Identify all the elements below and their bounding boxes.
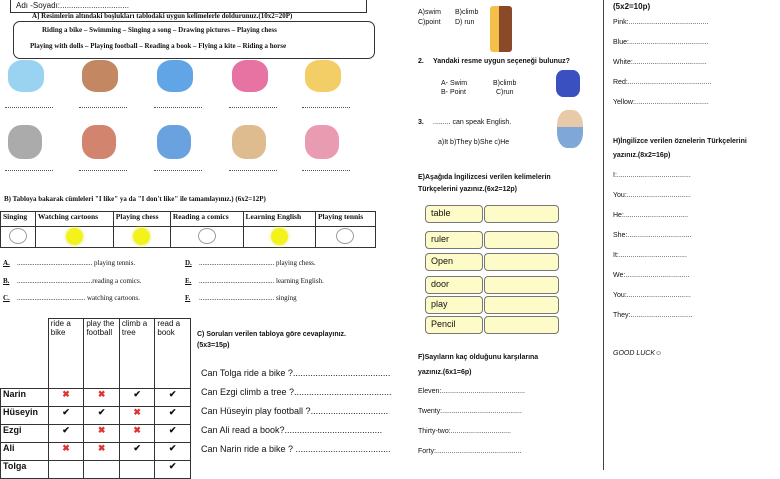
ability-column-header: climb a tree [119, 319, 155, 389]
check-icon: ✔ [119, 389, 155, 407]
worksheet-picture [305, 125, 339, 159]
section-g-points: (5x2=10p) [613, 2, 651, 11]
cross-icon: ✖ [84, 389, 120, 407]
check-icon: ✔ [155, 389, 191, 407]
row-name: Narin [1, 389, 49, 407]
section-h-title-1: H)İngilizce verilen öznelerin Türkçelerini [613, 138, 747, 145]
word-box: table [425, 205, 483, 223]
section-b-title: B) Tabloya bakarak cümleleri "I like" ya da "I don't like" ile tamamlayınız.) (6x2=12P) [4, 195, 266, 203]
word-box: ruler [425, 231, 483, 249]
answer-blank[interactable] [5, 170, 53, 171]
pronoun-answer-line[interactable]: We:................................. [613, 272, 690, 279]
row-name: Tolga [1, 461, 49, 479]
worksheet-picture [8, 60, 44, 92]
sentence-letter: F. [185, 294, 191, 302]
cross-icon: ✖ [119, 425, 155, 443]
row-name: Ezgi [1, 425, 49, 443]
smiley-face-icon [133, 228, 150, 245]
sentence-letter: E. [185, 277, 192, 285]
sentence-blank[interactable]: ....................................... watching cartoons. [17, 294, 140, 302]
sad-face-icon [336, 228, 354, 244]
column-header: Watching cartoons [35, 212, 113, 227]
worksheet-picture [305, 60, 341, 92]
q2-option-c[interactable]: B- Point [441, 89, 466, 96]
q1-option-d[interactable]: D) run [455, 19, 475, 26]
translation-input[interactable] [484, 205, 559, 223]
q2-option-b[interactable]: B)climb [493, 80, 517, 87]
check-icon: ✔ [155, 443, 191, 461]
question-answer-line[interactable]: Can Ezgi climb a tree ?....................................... [201, 387, 392, 397]
q1-option-c[interactable]: C)point [418, 19, 441, 26]
worksheet-picture [82, 60, 118, 92]
ability-column-header: play the football [84, 319, 120, 389]
check-icon: ✔ [155, 407, 191, 425]
answer-blank[interactable] [229, 170, 277, 171]
translation-input[interactable] [484, 231, 559, 249]
answer-blank[interactable] [229, 107, 277, 108]
column-header: Playing tennis [315, 212, 375, 227]
translation-input[interactable] [484, 253, 559, 271]
color-answer-line[interactable]: Blue:......................................... [613, 39, 709, 46]
color-answer-line[interactable]: Red:........................................... [613, 79, 712, 86]
question-answer-line[interactable]: Can Hüseyin play football ?............................... [201, 406, 389, 416]
q2-option-d[interactable]: C)run [496, 89, 514, 96]
answer-blank[interactable] [154, 107, 202, 108]
column-header: Singing [1, 212, 36, 227]
column-divider [603, 0, 604, 470]
sentence-letter: D. [185, 259, 192, 267]
worksheet-picture [232, 60, 268, 92]
check-icon: ✔ [119, 443, 155, 461]
pronoun-answer-line[interactable]: It:................................... [613, 252, 687, 259]
check-icon: ✔ [84, 407, 120, 425]
translation-input[interactable] [484, 316, 559, 334]
q2-number: 2. [418, 58, 424, 65]
worksheet-picture [8, 125, 42, 159]
section-f-title-1: F)Sayıların kaç olduğunu karşılarına [418, 354, 539, 361]
sad-face-icon [198, 228, 216, 244]
question-answer-line[interactable]: Can Tolga ride a bike ?....................................... [201, 368, 391, 378]
good-luck: GOOD LUCK☺ [613, 350, 663, 357]
number-answer-line[interactable]: Twenty:......................................... [418, 408, 522, 415]
ability-column-header: read a book [155, 319, 191, 389]
check-icon: ✔ [155, 425, 191, 443]
section-h-title-2: yazınız.(8x2=16p) [613, 152, 671, 159]
old-man-image [557, 110, 583, 148]
number-answer-line[interactable]: Eleven:........................................... [418, 388, 525, 395]
sentence-blank[interactable]: ........................................... learning English. [199, 277, 324, 285]
question-answer-line[interactable]: Can Narin ride a bike ? ...................................... [201, 444, 391, 454]
section-a-title: A] Resimlerin altındaki boşlukları tablodaki uygun kelimelerle doldurunuz.(10x2=20P) [32, 12, 293, 20]
ability-row [1, 443, 191, 461]
sentence-letter: A. [3, 259, 10, 267]
cross-icon: ✖ [119, 407, 155, 425]
smiley-face-icon [271, 228, 288, 245]
face-cell [1, 227, 36, 248]
face-cell [113, 227, 170, 248]
climbing-boy-image [490, 6, 512, 52]
answer-blank[interactable] [79, 107, 127, 108]
question-answer-line[interactable]: Can Ali read a book?....................................... [201, 425, 383, 435]
likes-table [0, 211, 376, 248]
q2-text: Yandaki resme uygun seçeneği bulunuz? [433, 58, 570, 65]
worksheet-picture [157, 125, 191, 159]
face-cell [35, 227, 113, 248]
check-icon: ✔ [155, 461, 191, 479]
cross-icon: ✖ [84, 425, 120, 443]
answer-blank[interactable] [302, 107, 350, 108]
row-name: Hüseyin [1, 407, 49, 425]
pronoun-answer-line[interactable]: He:................................. [613, 212, 689, 219]
q3-text: ......... can speak English. [433, 119, 512, 126]
ability-column-header: ride a bike [48, 319, 84, 389]
word-box: play [425, 296, 483, 314]
running-man-image [556, 70, 580, 97]
section-c-title: C) Soruları verilen tabloya göre cevaplayınız. [197, 331, 346, 338]
smiley-face-icon [66, 228, 83, 245]
row-name: Ali [1, 443, 49, 461]
q2-option-a[interactable]: A- Swim [441, 80, 468, 87]
answer-blank[interactable] [154, 170, 202, 171]
cross-icon: ✖ [48, 389, 84, 407]
sentence-letter: C. [3, 294, 10, 302]
worksheet-picture [82, 125, 116, 159]
section-f-title-2: yazınız.(6x1=6p) [418, 369, 472, 376]
pronoun-answer-line[interactable]: They:................................ [613, 312, 693, 319]
check-icon: ✔ [48, 425, 84, 443]
ability-table [0, 318, 191, 479]
q1-option-b[interactable]: B)climb [455, 9, 479, 16]
word-box: Open [425, 253, 483, 271]
answer-blank[interactable] [302, 170, 350, 171]
sentence-letter: B. [3, 277, 10, 285]
section-e-title-2: Türkçelerini yazınız.(6x2=12p) [418, 186, 518, 193]
q3-number: 3. [418, 119, 424, 126]
column-header: Reading a comics [170, 212, 243, 227]
answer-blank[interactable] [5, 107, 53, 108]
number-answer-line[interactable]: Forty:............................................ [418, 448, 522, 455]
face-cell [170, 227, 243, 248]
column-header: Learning English [243, 212, 315, 227]
section-e-title-1: E)Aşağıda İngilizcesi verilen kelimelerin [418, 174, 551, 181]
ability-row [1, 407, 191, 425]
name-field[interactable]: Adı -Soyadı:............................... [16, 1, 129, 10]
color-answer-line[interactable]: Pink:......................................... [613, 19, 709, 26]
check-icon: ✔ [48, 407, 84, 425]
cross-icon: ✖ [84, 443, 120, 461]
number-answer-line[interactable]: Thirty-two:............................... [418, 428, 511, 435]
face-cell [243, 227, 315, 248]
sentence-blank[interactable]: ........................................... singing [199, 294, 297, 302]
pronoun-answer-line[interactable]: You:................................. [613, 192, 691, 199]
column-header: Playing chess [113, 212, 170, 227]
ability-row [1, 389, 191, 407]
color-answer-line[interactable]: Yellow:...................................... [613, 99, 709, 106]
ability-row [1, 425, 191, 443]
sad-face-icon [9, 228, 27, 244]
word-box: door [425, 276, 483, 294]
answer-blank[interactable] [79, 170, 127, 171]
section-c-points: (5x3=15p) [197, 342, 230, 349]
word-bank-line-1: Riding a bike – Swimming – Singing a song – Drawing pictures – Playing chess [42, 26, 277, 34]
color-answer-line[interactable]: White:...................................... [613, 59, 707, 66]
worksheet-picture [232, 125, 266, 159]
corner-cell [1, 319, 49, 389]
q3-options[interactable]: a)It b)They b)She c)He [438, 139, 510, 146]
translation-input[interactable] [484, 276, 559, 294]
translation-input[interactable] [484, 296, 559, 314]
sentence-blank[interactable]: ...........................................reading a comics. [17, 277, 142, 285]
face-cell [315, 227, 375, 248]
word-box: Pencil [425, 316, 483, 334]
worksheet-picture [157, 60, 193, 92]
pronoun-answer-line[interactable]: You:................................. [613, 292, 691, 299]
sentence-blank[interactable]: ........................................... playing chess. [199, 259, 316, 267]
pronoun-answer-line[interactable]: I:...................................... [613, 172, 691, 179]
pronoun-answer-line[interactable]: She:................................. [613, 232, 692, 239]
cross-icon: ✖ [48, 443, 84, 461]
word-bank-line-2: Playing with dolls – Playing football – Reading a book – Flying a kite – Riding a horse [30, 42, 287, 50]
q1-option-a[interactable]: A)swim [418, 9, 441, 16]
sentence-blank[interactable]: ........................................... playing tennis. [17, 259, 136, 267]
